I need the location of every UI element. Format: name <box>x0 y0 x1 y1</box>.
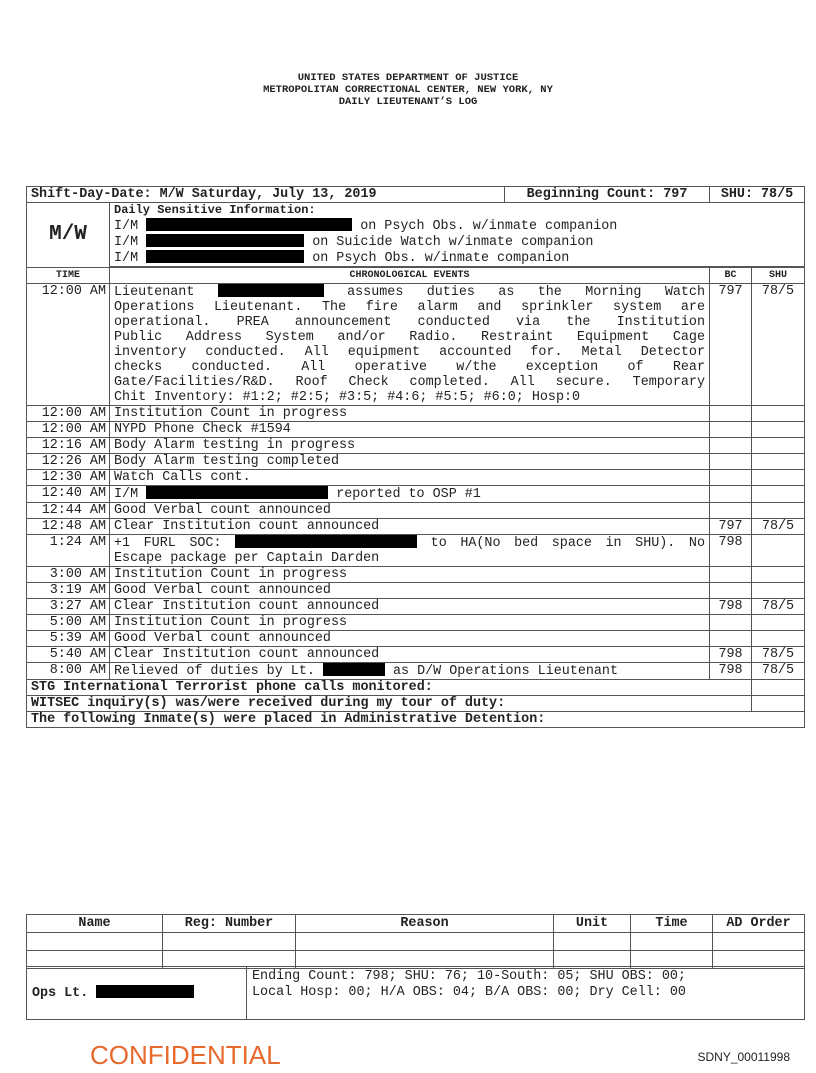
col-shu: SHU <box>752 267 805 284</box>
column-header-row <box>27 267 805 284</box>
log-entry: 5:00 AM Institution Count in progress <box>27 615 805 631</box>
confidential-stamp: CONFIDENTIAL <box>90 1040 281 1070</box>
log-entry: 12:44 AM Good Verbal count announced <box>27 503 805 519</box>
log-entry: 1:24 AM +1 FURL SOC: to HA(No bed space in SHU). No Escape package per Captain Darden 798 <box>27 535 805 567</box>
stg-row: STG International Terrorist phone calls monitored: <box>27 680 805 696</box>
redaction-box <box>146 234 304 247</box>
entry-text: Lieutenant assumes duties as the Morning Watch Operations Lieutenant. The fire alarm and sprinkler system are operational. PREA announcement conducted via the Institution Public Address System and/or Radio. Restraint Equipment Cage inventory conducted. All equipment accounted for. Metal Detector checks conducted. All operative w/the exception of Rear Gate/Facilities/R&D. Roof Check completed. All secure. Temporary Chit Inventory: #1:2; #2:5; #3:5; #4:6; #5:5; #6:0; Hosp:0 <box>110 284 710 406</box>
redaction-box <box>146 250 304 263</box>
sensitive-title: Daily Sensitive Information: <box>114 203 316 217</box>
shift-row <box>27 187 805 203</box>
beginning-count: Beginning Count: 797 <box>526 187 688 202</box>
log-entry: 12:48 AM Clear Institution count announced 797 78/5 <box>27 519 805 535</box>
col-events: CHRONOLOGICAL EVENTS <box>110 267 710 284</box>
log-entry: 8:00 AM Relieved of duties by Lt. as D/W Operations Lieutenant 798 78/5 <box>27 663 805 680</box>
log-entry: 12:30 AM Watch Calls cont. <box>27 470 805 486</box>
document-header <box>0 72 816 108</box>
entry-shu: 78/5 <box>752 284 805 406</box>
entry-time: 12:00 AM <box>27 284 110 406</box>
redaction-box <box>323 663 385 676</box>
log-entry: 3:00 AM Institution Count in progress <box>27 567 805 583</box>
admin-detention-row: The following Inmate(s) were placed in Administrative Detention: <box>27 712 805 728</box>
ending-count: Ending Count: 798; SHU: 76; 10-South: 05; SHU OBS: 00; Local Hosp: 00; H/A OBS: 04; B/A OBS: 00; Dry Cell: 00 <box>247 967 805 1020</box>
watch-code: M/W <box>27 203 110 268</box>
sensitive-line: I/M on Psych Obs. w/inmate companion <box>114 219 618 234</box>
footer-table <box>26 966 805 1020</box>
redaction-box <box>146 218 352 231</box>
col-bc: BC <box>710 267 752 284</box>
log-entry: 12:40 AM I/M reported to OSP #1 <box>27 486 805 503</box>
sensitive-info-row <box>27 203 805 268</box>
redaction-box <box>218 284 324 297</box>
log-entry: 12:00 AM Institution Count in progress <box>27 406 805 422</box>
log-entry: 12:00 AM NYPD Phone Check #1594 <box>27 422 805 438</box>
header-log-title: DAILY LIEUTENANT’S LOG <box>338 96 478 108</box>
ops-lt-label: Ops Lt. <box>32 985 89 1001</box>
redaction-box <box>146 486 328 499</box>
bates-number: SDNY_00011998 <box>697 1050 790 1064</box>
witsec-row: WITSEC inquiry(s) was/were received during my tour of duty: <box>27 696 805 712</box>
admin-detention-table <box>26 914 805 969</box>
redaction-box <box>96 985 194 998</box>
sensitive-line: I/M on Suicide Watch w/inmate companion <box>114 235 594 250</box>
log-entry: 5:39 AM Good Verbal count announced <box>27 631 805 647</box>
log-entry: 3:27 AM Clear Institution count announced 798 78/5 <box>27 599 805 615</box>
header-agency: UNITED STATES DEPARTMENT OF JUSTICE <box>297 72 519 84</box>
ad-empty-row <box>27 933 805 951</box>
shift-day-date: Shift-Day-Date: M/W Saturday, July 13, 2019 <box>27 187 505 202</box>
shift-shu: SHU: 78/5 <box>710 187 805 203</box>
log-entry <box>27 284 805 406</box>
log-entry: 3:19 AM Good Verbal count announced <box>27 583 805 599</box>
redaction-box <box>235 535 417 548</box>
log-entry: 12:26 AM Body Alarm testing completed <box>27 454 805 470</box>
log-table <box>26 186 805 728</box>
log-entry: 12:16 AM Body Alarm testing in progress <box>27 438 805 454</box>
sensitive-line: I/M on Psych Obs. w/inmate companion <box>114 251 570 266</box>
header-facility: METROPOLITAN CORRECTIONAL CENTER, NEW YORK, NY <box>263 84 553 96</box>
col-time: TIME <box>27 267 110 284</box>
ad-header-row: Name Reg: Number Reason Unit Time AD Order <box>27 915 805 933</box>
log-entry: 5:40 AM Clear Institution count announced 798 78/5 <box>27 647 805 663</box>
entry-bc: 797 <box>710 284 752 406</box>
